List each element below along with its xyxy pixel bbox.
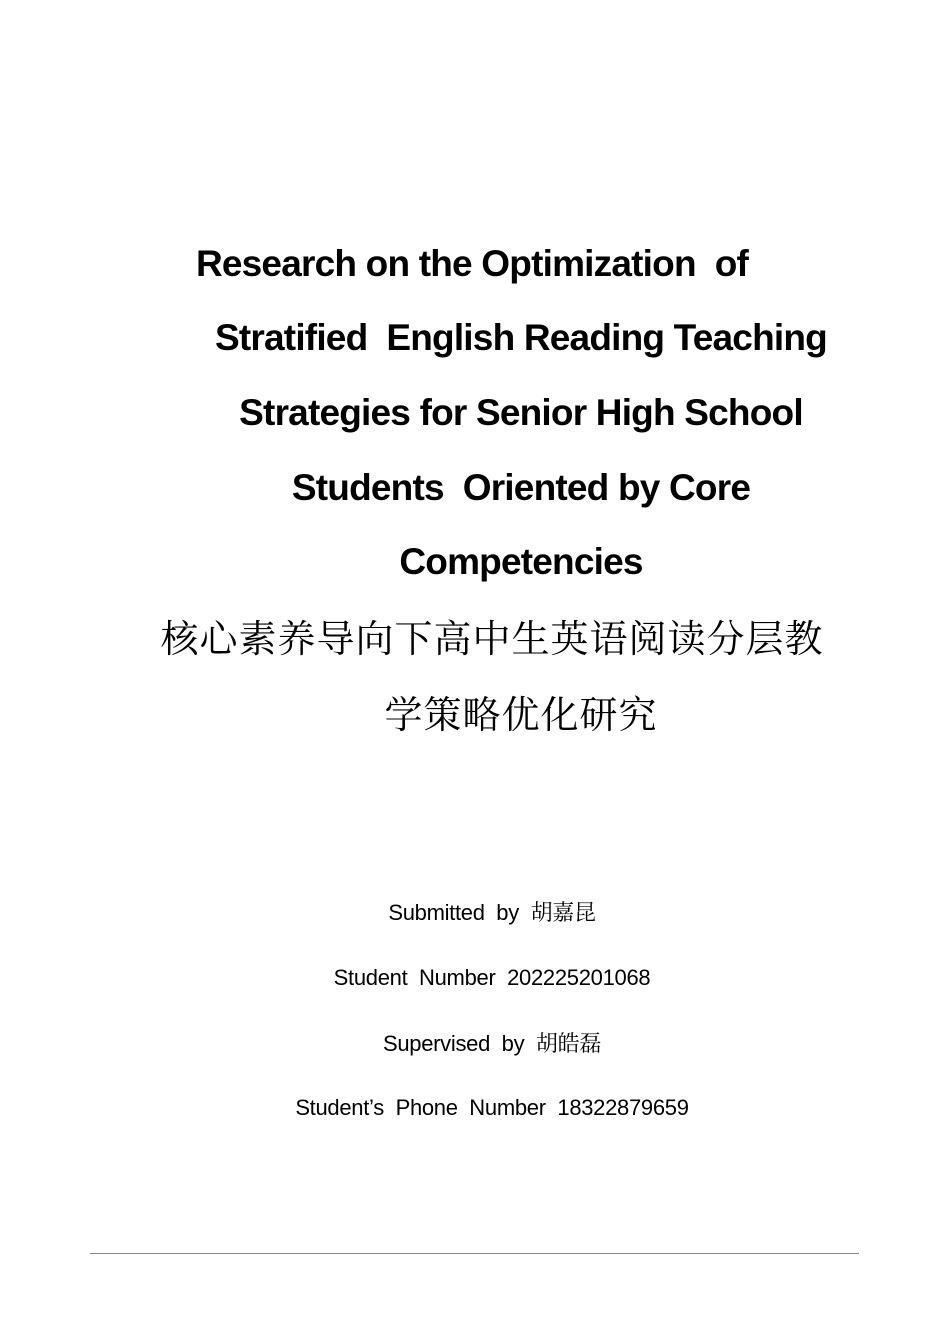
chinese-title-line-2: 学策略优化研究 (384, 693, 658, 737)
submitted-by: Submitted by 胡嘉昆 (388, 900, 596, 925)
english-title-line-4: Students Oriented by Core (291, 467, 751, 508)
english-title-line-2: Stratified English Reading Teaching (215, 317, 827, 358)
english-title-line-1: Research on the Optimization of (195, 243, 749, 284)
english-title-line-3: Strategies for Senior High School (239, 392, 803, 433)
student-phone: Student’s Phone Number 18322879659 (295, 1095, 689, 1120)
supervised-by: Supervised by 胡皓磊 (382, 1031, 602, 1056)
footer-divider (90, 1253, 859, 1254)
student-number: Student Number 202225201068 (333, 965, 651, 990)
english-title-line-5: Competencies (399, 541, 643, 582)
chinese-title-line-1: 核心素养导向下高中生英语阅读分层教 (160, 617, 824, 661)
